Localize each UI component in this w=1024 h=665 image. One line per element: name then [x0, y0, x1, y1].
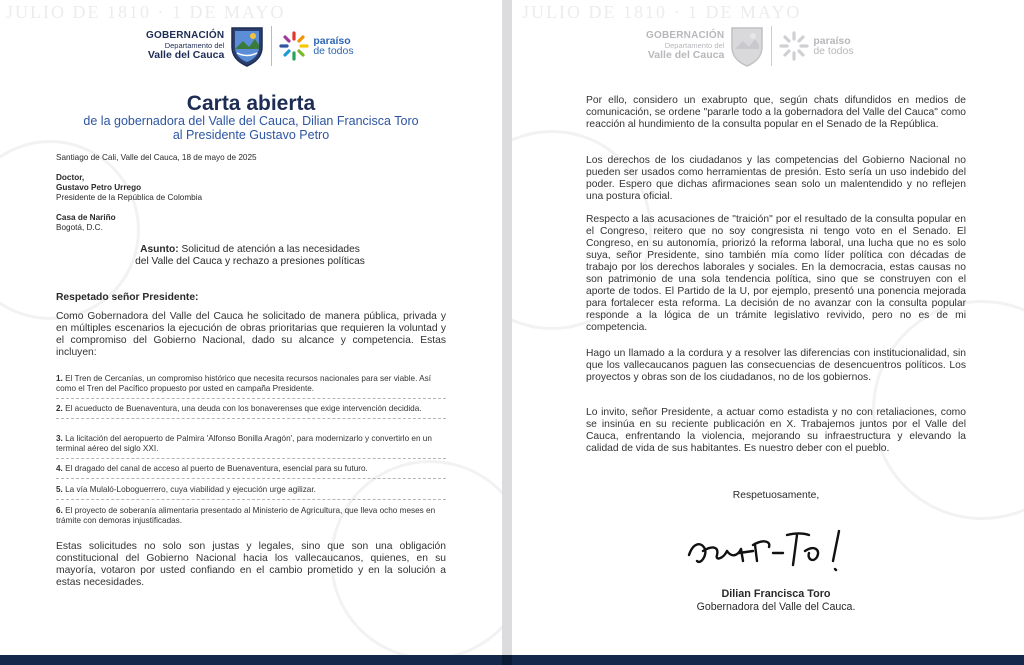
gobernacion-wordmark — [146, 31, 224, 60]
paraiso-line-1: paraíso — [813, 34, 851, 47]
gobernacion-wordmark — [646, 31, 724, 60]
address-city: Bogotá, D.C. — [56, 223, 103, 232]
subject-line-1: Solicitud de atención a las necesidades — [181, 244, 360, 255]
paragraph-5: Lo invito, señor Presidente, a actuar como estadista y no con retaliaciones, como se insinúa en su reciente publicación en X. Trabajemos juntos por el Valle del Cauca, enfrentando la violencia, mejorando su infraestructura y elevando la calidad de vida de sus habitantes. Es nuestro deber con el pueblo. — [586, 407, 966, 454]
list-item — [56, 374, 446, 399]
paragraph-1: Por ello, considero un exabrupto que, según chats difundidos en medios de comunicación, se ordene "pararle todo a la gobernadora del Valle del Cauca" como reacción al hundimiento de la consulta popular en el Senado de la República. — [586, 95, 966, 130]
list-item-number: 6. — [56, 506, 63, 515]
paragraph-2: Los derechos de los ciudadanos y las competencias del Gobierno Nacional no pueden ser usados como herramientas de presión. Esto sería un uso indebido del poder. Espero que dichas afirmaciones sean solo un malentendido y no reflejen una postura oficial. — [586, 155, 966, 202]
gob-title: GOBERNACIÓN — [646, 30, 725, 42]
paraiso-line-2: de todos — [813, 45, 854, 57]
paraiso-wordmark — [313, 36, 353, 57]
paragraph-3: Respecto a las acusaciones de "traición" por el resultado de la consulta popular en el Congreso, reitero que no soy congresista ni tengo voto en el Senado. El Congreso, en su autonomía, priorizó la reforma laboral, una lucha que no es solo suya, señor Presidente, sino también mía como líder política con décadas de trabajo por los derechos laborales y sociales. En la democracia, estas causas no son patrimonio de una sola tendencia política, sino que se construyen con el aporte de todos. El Partido de la U, por ejemplo, presentó una ponencia mejorada para fortalecer esta reforma. La decisión de no avanzar con la consulta popular responde a la lógica de un trámite legislativo revivido, pero no es de mi competencia. — [586, 214, 966, 333]
subject-label: Asunto: — [140, 244, 179, 255]
salutation: Respetado señor Presidente: — [56, 292, 199, 303]
list-item-number: 1. — [56, 374, 63, 383]
signer-name: Dilian Francisca Toro — [721, 588, 831, 600]
list-item-text: El proyecto de soberanía alimentaria presentado al Ministerio de Agricultura, que lleva ocho meses en trámite con demoras injustificadas. — [56, 506, 436, 525]
regards: Respetuosamente, — [732, 490, 820, 501]
recipient-title: Presidente de la República de Colombia — [56, 193, 203, 202]
gob-title: GOBERNACIÓN — [146, 30, 225, 42]
gob-subtitle: Departamento del — [164, 40, 225, 50]
watermark-text: JULIO DE 1810 · 1 DE MAYO — [6, 2, 286, 22]
page-gutter — [502, 0, 512, 655]
list-item — [56, 464, 446, 479]
paraiso-sunburst-icon — [778, 30, 810, 62]
paraiso-line-1: paraíso — [313, 34, 351, 47]
address-label: Casa de Nariño — [56, 213, 116, 222]
list-item — [56, 506, 446, 530]
address-block — [56, 213, 116, 233]
paragraph-4: Hago un llamado a la cordura y a resolver las diferencias con institucionalidad, sin que los vallecaucanos paguen las consecuencias de desencuentros políticos. Los proyectos y obras son de los ciudadanos, no de los gobiernos. — [586, 348, 966, 383]
watermark-text: JULIO DE 1810 · 1 DE MAYO — [522, 2, 802, 22]
subject-block — [100, 244, 400, 268]
signer-title: Gobernadora del Valle del Cauca. — [696, 601, 856, 613]
list-item-number: 3. — [56, 434, 63, 443]
letter-subtitle — [0, 114, 502, 142]
list-item-number: 5. — [56, 485, 63, 494]
list-item-text: El Tren de Cercanías, un compromiso histórico que necesita recursos nacionales para ser viable. Así como el Tren del Pacífico propuesto por usted en campaña Presidente. — [56, 374, 432, 393]
place-date: Santiago de Cali, Valle del Cauca, 18 de mayo de 2025 — [56, 153, 257, 162]
list-item — [56, 404, 446, 419]
subject-line-2: del Valle del Cauca y rechazo a presiones políticas — [135, 256, 365, 267]
list-item-text: La licitación del aeropuerto de Palmira 'Alfonso Bonilla Aragón', para modernizarlo y convertirlo en un terminal aéreo del siglo XXI. — [56, 434, 432, 453]
subtitle-line-1: de la gobernadora del Valle del Cauca, Dilian Francisca Toro — [83, 114, 419, 128]
coat-of-arms-icon — [229, 25, 265, 67]
recipient-block — [56, 173, 202, 203]
recipient-label: Doctor, — [56, 173, 85, 182]
list-item-text: El dragado del canal de acceso al puerto de Buenaventura, esencial para su futuro. — [65, 464, 368, 473]
coat-of-arms-icon — [729, 25, 765, 67]
letter-title: Carta abierta — [186, 92, 316, 115]
header-logos — [146, 25, 354, 67]
list-item-number: 4. — [56, 464, 63, 473]
gob-name: Valle del Cauca — [647, 48, 725, 61]
list-item — [56, 485, 446, 500]
footer-band — [0, 655, 1024, 665]
paraiso-wordmark — [813, 36, 853, 57]
logo-divider — [271, 26, 272, 66]
list-item-number: 2. — [56, 404, 63, 413]
list-item — [56, 434, 446, 459]
header-logos-faded — [646, 25, 854, 67]
signature-image — [683, 515, 863, 585]
gob-subtitle: Departamento del — [664, 40, 725, 50]
paraiso-line-2: de todos — [313, 45, 354, 57]
paraiso-sunburst-icon — [278, 30, 310, 62]
closing-paragraph: Estas solicitudes no solo son justas y legales, sino que son una obligación constitucional del Gobierno Nacional hacia los vallecaucanos, quienes, en su mayoría, votaron por usted confiando en el cambio prometido y en la solución a estas necesidades. — [56, 541, 446, 588]
recipient-name: Gustavo Petro Urrego — [56, 183, 142, 192]
footer-separator — [502, 655, 512, 665]
intro-paragraph: Como Gobernadora del Valle del Cauca he solicitado de manera pública, privada y en múltiples escenarios la ejecución de obras prioritarias que requieren la voluntad y el compromiso del Gobierno Nacional, dado su alcance y competencia. Estas incluyen: — [56, 311, 446, 358]
subtitle-line-2: al Presidente Gustavo Petro — [172, 128, 330, 142]
gob-name: Valle del Cauca — [147, 48, 225, 61]
letter-page-1 — [0, 0, 502, 655]
logo-divider — [771, 26, 772, 66]
list-item-text: El acueducto de Buenaventura, una deuda con los bonaverenses que exige intervención decidida. — [65, 404, 422, 413]
list-item-text: La vía Mulaló-Loboguerrero, cuya viabilidad y ejecución urge agilizar. — [65, 485, 316, 494]
